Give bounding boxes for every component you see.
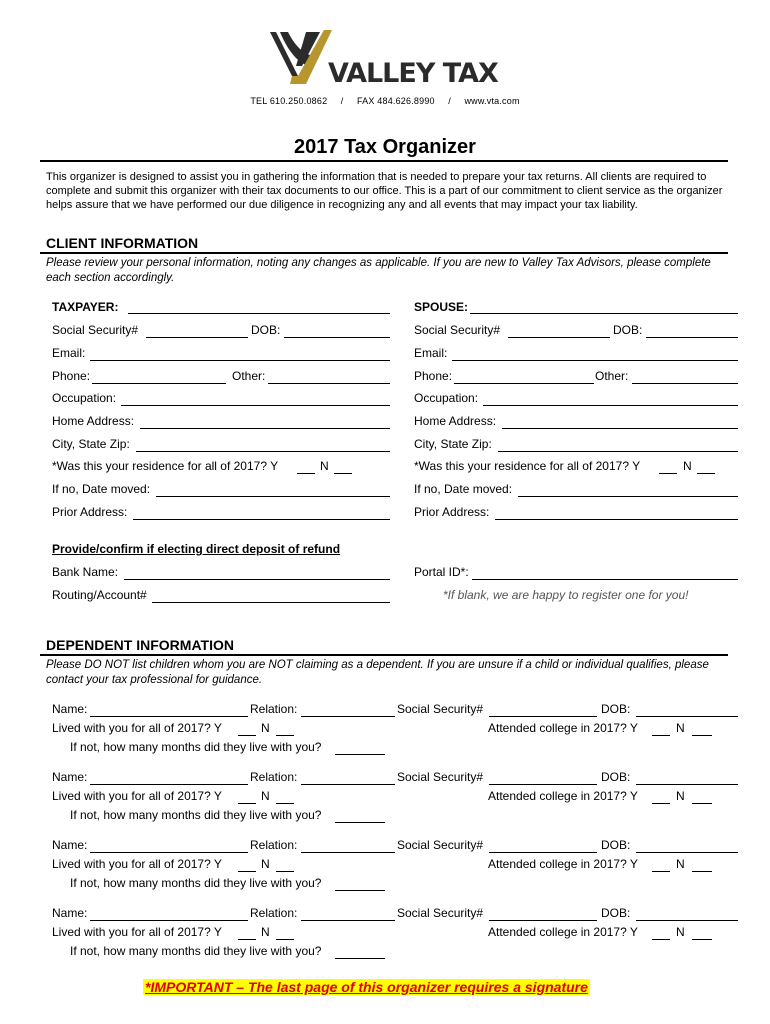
dependent-months-label: If not, how many months did they live with you?: [70, 876, 322, 890]
dependent-heading: DEPENDENT INFORMATION: [46, 637, 234, 653]
taxpayer-occupation-field[interactable]: [121, 405, 390, 406]
dependent-dob-label: DOB:: [601, 702, 631, 716]
spouse-residence-y[interactable]: [659, 473, 677, 474]
dependent-months-field[interactable]: [335, 822, 385, 823]
taxpayer-email-field[interactable]: [90, 360, 390, 361]
dependent-college-y[interactable]: [652, 735, 670, 736]
dependent-entry: [0, 838, 770, 902]
dependent-relation-field[interactable]: [301, 920, 395, 921]
dependent-college-n-label: N: [676, 925, 685, 939]
taxpayer-address-label: Home Address:: [52, 414, 135, 428]
dependent-lived-n[interactable]: [276, 803, 294, 804]
taxpayer-dob-field[interactable]: [284, 337, 390, 338]
spouse-other-label: Other:: [595, 369, 629, 383]
dependent-dob-label: DOB:: [601, 906, 631, 920]
spouse-prior-label: Prior Address:: [414, 505, 490, 519]
taxpayer-ssn-label: Social Security#: [52, 323, 139, 337]
spouse-occupation-field[interactable]: [483, 405, 738, 406]
dependent-ssn-field[interactable]: [489, 920, 597, 921]
taxpayer-prior-field[interactable]: [133, 519, 390, 520]
taxpayer-occupation-label: Occupation:: [52, 391, 117, 405]
dependent-relation-field[interactable]: [301, 852, 395, 853]
contact-info: TEL 610.250.0862 / FAX 484.626.8990 / www.vta.com: [250, 96, 520, 106]
dependent-note: Please DO NOT list children whom you are NOT claiming as a dependent. If you are unsure if a child or individual qualifies, please contact your tax professional for guidance.: [46, 659, 709, 686]
dependent-lived-n-label: N: [261, 857, 270, 871]
dependent-entry: [0, 770, 770, 834]
taxpayer-dob-label: DOB:: [251, 323, 281, 337]
dependent-lived-label: Lived with you for all of 2017? Y: [52, 925, 222, 939]
dependent-relation-field[interactable]: [301, 716, 395, 717]
spouse-ssn-field[interactable]: [508, 337, 610, 338]
important-notice: [143, 979, 590, 997]
dependent-entry: [0, 906, 770, 970]
taxpayer-address-field[interactable]: [140, 428, 390, 429]
important-text: *IMPORTANT – The last page of this organizer requires a signature: [145, 979, 588, 995]
taxpayer-city-field[interactable]: [136, 451, 390, 452]
dependent-name-label: Name:: [52, 702, 88, 716]
taxpayer-residence-y[interactable]: [297, 473, 315, 474]
spouse-email-label: Email:: [414, 346, 448, 360]
dependent-dob-label: DOB:: [601, 770, 631, 784]
taxpayer-residence-n-label: N: [320, 459, 329, 473]
spouse-moved-field[interactable]: [518, 496, 738, 497]
spouse-other-field[interactable]: [632, 383, 738, 384]
spouse-occupation-label: Occupation:: [414, 391, 479, 405]
dependent-months-field[interactable]: [335, 754, 385, 755]
taxpayer-phone-label: Phone:: [52, 369, 91, 383]
dependent-name-label: Name:: [52, 906, 88, 920]
dependent-college-n-label: N: [676, 857, 685, 871]
dependent-months-label: If not, how many months did they live with you?: [70, 944, 322, 958]
dependent-ssn-label: Social Security#: [397, 838, 484, 852]
dependent-college-label: Attended college in 2017? Y: [488, 925, 638, 939]
client-heading: CLIENT INFORMATION: [46, 235, 199, 251]
spouse-residence-n-label: N: [683, 459, 692, 473]
dependent-dob-field[interactable]: [636, 784, 738, 785]
dependent-relation-label: Relation:: [250, 906, 298, 920]
dependent-college-n[interactable]: [692, 871, 712, 872]
dependent-college-n-label: N: [676, 721, 685, 735]
spouse-address-field[interactable]: [502, 428, 738, 429]
company-logo: [262, 26, 512, 98]
spouse-phone-field[interactable]: [454, 383, 594, 384]
portal-id-label: Portal ID*:: [414, 565, 469, 579]
dependent-name-field[interactable]: [90, 784, 248, 785]
taxpayer-phone-field[interactable]: [92, 383, 226, 384]
title-rule: [40, 160, 728, 162]
taxpayer-other-label: Other:: [232, 369, 266, 383]
dependent-college-label: Attended college in 2017? Y: [488, 857, 638, 871]
taxpayer-residence-n[interactable]: [334, 473, 352, 474]
dependent-lived-n[interactable]: [276, 735, 294, 736]
dependent-rule: [40, 654, 728, 656]
dependent-relation-label: Relation:: [250, 702, 298, 716]
client-rule: [40, 252, 728, 254]
dependent-lived-y[interactable]: [238, 803, 256, 804]
bank-name-field[interactable]: [124, 579, 390, 580]
spouse-dob-field[interactable]: [646, 337, 738, 338]
dependent-name-label: Name:: [52, 770, 88, 784]
dependent-lived-n[interactable]: [276, 939, 294, 940]
dependent-months-field[interactable]: [335, 958, 385, 959]
dependent-months-label: If not, how many months did they live with you?: [70, 808, 322, 822]
spouse-residence-n[interactable]: [697, 473, 715, 474]
dependent-relation-field[interactable]: [301, 784, 395, 785]
dependent-lived-n[interactable]: [276, 871, 294, 872]
routing-label: Routing/Account#: [52, 588, 147, 602]
dependent-entry: [0, 702, 770, 766]
dependent-dob-field[interactable]: [636, 852, 738, 853]
dependent-lived-y[interactable]: [238, 871, 256, 872]
dependent-lived-label: Lived with you for all of 2017? Y: [52, 857, 222, 871]
dependent-lived-n-label: N: [261, 925, 270, 939]
page-title: 2017 Tax Organizer: [294, 136, 476, 158]
dependent-dob-field[interactable]: [636, 716, 738, 717]
intro-text: This organizer is designed to assist you in gathering the information that is needed to prepare your tax returns. All clients are required to complete and submit this organizer with their tax documents to our office. This is a part of our commitment to client service as the organizer helps assure that we have performed our due diligence in recognizing any and all events that may impact your tax liability.: [46, 171, 723, 211]
dependent-college-n[interactable]: [692, 735, 712, 736]
dependent-relation-label: Relation:: [250, 838, 298, 852]
taxpayer-city-label: City, State Zip:: [52, 437, 130, 451]
dependent-lived-y[interactable]: [238, 939, 256, 940]
dependent-ssn-field[interactable]: [489, 852, 597, 853]
portal-note: *If blank, we are happy to register one for you!: [443, 588, 689, 602]
dependent-lived-n-label: N: [261, 721, 270, 735]
spouse-moved-label: If no, Date moved:: [414, 482, 513, 496]
dependent-college-label: Attended college in 2017? Y: [488, 789, 638, 803]
dependent-months-field[interactable]: [335, 890, 385, 891]
spouse-prior-field[interactable]: [495, 519, 738, 520]
dependent-name-label: Name:: [52, 838, 88, 852]
dependent-ssn-label: Social Security#: [397, 906, 484, 920]
spouse-phone-label: Phone:: [414, 369, 453, 383]
taxpayer-moved-label: If no, Date moved:: [52, 482, 151, 496]
dependent-lived-n-label: N: [261, 789, 270, 803]
dependent-lived-label: Lived with you for all of 2017? Y: [52, 789, 222, 803]
dependent-college-n[interactable]: [692, 939, 712, 940]
dependent-college-y[interactable]: [652, 871, 670, 872]
dependent-ssn-field[interactable]: [489, 784, 597, 785]
dependent-college-label: Attended college in 2017? Y: [488, 721, 638, 735]
spouse-city-field[interactable]: [498, 451, 738, 452]
dependent-lived-y[interactable]: [238, 735, 256, 736]
dependent-dob-label: DOB:: [601, 838, 631, 852]
spouse-city-label: City, State Zip:: [414, 437, 492, 451]
dependent-name-field[interactable]: [90, 920, 248, 921]
spouse-address-label: Home Address:: [414, 414, 497, 428]
dependent-ssn-label: Social Security#: [397, 702, 484, 716]
dependent-relation-label: Relation:: [250, 770, 298, 784]
dependent-name-field[interactable]: [90, 852, 248, 853]
bank-name-label: Bank Name:: [52, 565, 119, 579]
taxpayer-prior-label: Prior Address:: [52, 505, 128, 519]
dependent-college-y[interactable]: [652, 803, 670, 804]
taxpayer-name-field[interactable]: [128, 313, 390, 314]
taxpayer-moved-field[interactable]: [156, 496, 390, 497]
client-note: Please review your personal information, noting any changes as applicable. If you are new to Valley Tax Advisors, please complete each section accordingly.: [46, 257, 711, 284]
dependent-college-n[interactable]: [692, 803, 712, 804]
taxpayer-ssn-field[interactable]: [146, 337, 248, 338]
spouse-dob-label: DOB:: [613, 323, 643, 337]
dependent-college-y[interactable]: [652, 939, 670, 940]
spouse-label: SPOUSE:: [414, 300, 469, 314]
taxpayer-other-field[interactable]: [268, 383, 390, 384]
dependent-college-n-label: N: [676, 789, 685, 803]
spouse-name-field[interactable]: [470, 313, 738, 314]
taxpayer-label: TAXPAYER:: [52, 300, 119, 314]
dependent-name-field[interactable]: [90, 716, 248, 717]
spouse-ssn-label: Social Security#: [414, 323, 501, 337]
spouse-email-field[interactable]: [452, 360, 738, 361]
deposit-heading: Provide/confirm if electing direct deposit of refund: [52, 542, 341, 556]
dependent-months-label: If not, how many months did they live with you?: [70, 740, 322, 754]
taxpayer-residence-label: *Was this your residence for all of 2017? Y: [52, 459, 279, 473]
dependent-ssn-label: Social Security#: [397, 770, 484, 784]
dependent-ssn-field[interactable]: [489, 716, 597, 717]
dependent-dob-field[interactable]: [636, 920, 738, 921]
routing-field[interactable]: [152, 602, 390, 603]
taxpayer-email-label: Email:: [52, 346, 86, 360]
dependent-lived-label: Lived with you for all of 2017? Y: [52, 721, 222, 735]
portal-id-field[interactable]: [472, 579, 738, 580]
spouse-residence-label: *Was this your residence for all of 2017? Y: [414, 459, 641, 473]
svg-text:VALLEY TAX: VALLEY TAX: [328, 58, 498, 89]
